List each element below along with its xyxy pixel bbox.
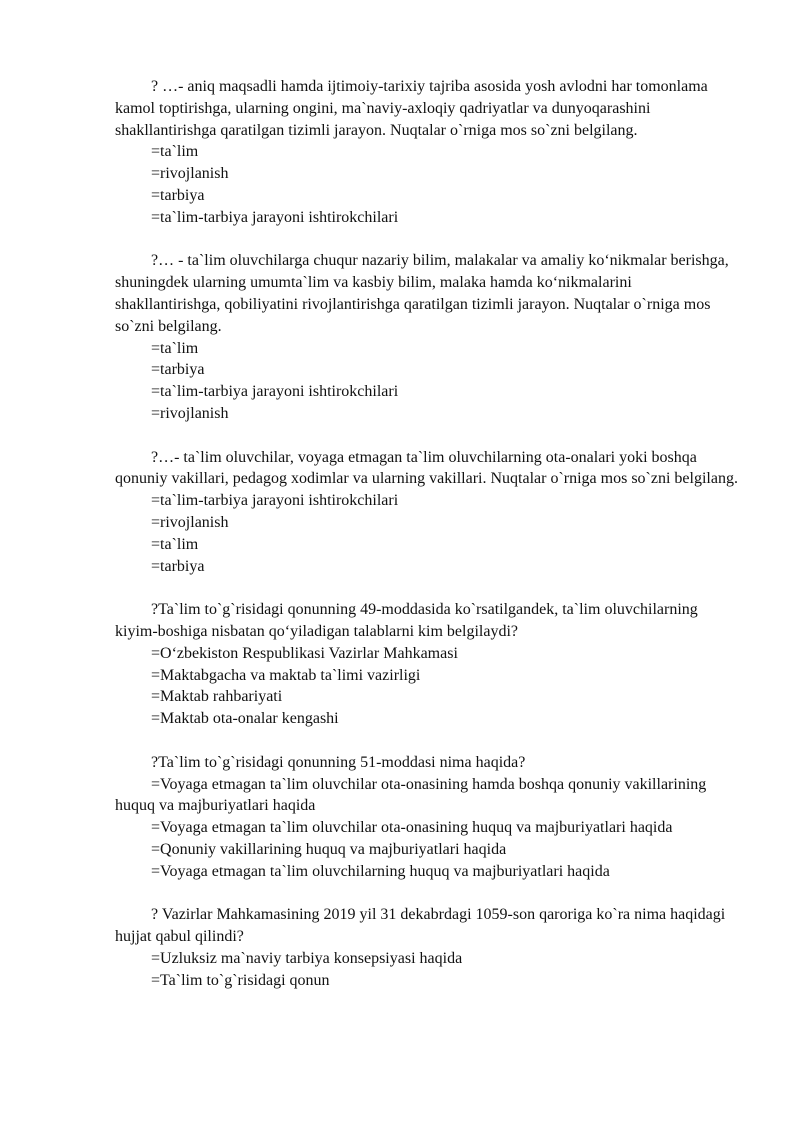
answer-option: =Maktab ota-onalar kengashi (151, 710, 339, 728)
answer-option: =ta`lim-tarbiya jarayoni ishtirokchilari (151, 492, 399, 510)
answer-option: =ta`lim (151, 535, 199, 553)
question-block-3 (115, 447, 740, 578)
answer-option: =ta`lim-tarbiya jarayoni ishtirokchilari (151, 208, 399, 226)
question-text: ?… - ta`lim oluvchilarga chuqur nazariy bilim, malakalar va amaliy ko‘nikmalar berishga, shuningdek ularning umumta`lim va kasbiy bilim, malaka hamda ko‘nikmalarini shakllantirishga, qobiliyatini rivojlantirishga qaratilgan tizimli jarayon. Nuqtalar o`rniga mos so`zni belgilang. (115, 252, 729, 335)
question-block-2 (115, 250, 740, 424)
answer-option: =ta`lim-tarbiya jarayoni ishtirokchilari (151, 383, 399, 401)
answer-list (115, 338, 740, 425)
answer-option: =ta`lim (151, 143, 199, 161)
answer-option: =tarbiya (151, 557, 205, 575)
answer-option: =Qonuniy vakillarining huquq va majburiyatlari haqida (151, 840, 507, 858)
question-block-4 (115, 599, 740, 730)
answer-option: =Voyaga etmagan ta`lim oluvchilarning huquq va majburiyatlari haqida (151, 862, 610, 880)
answer-list (115, 948, 740, 992)
document-page (115, 76, 740, 1013)
answer-option: =tarbiya (151, 186, 205, 204)
question-block-6 (115, 904, 740, 991)
question-block-1 (115, 76, 740, 229)
question-text: ?Ta`lim to`g`risidagi qonunning 51-moddasi nima haqida? (151, 753, 526, 771)
answer-option: =O‘zbekiston Respublikasi Vazirlar Mahkamasi (151, 644, 458, 662)
answer-option: =rivojlanish (151, 165, 229, 183)
answer-option: =ta`lim (151, 339, 199, 357)
answer-option: =Voyaga etmagan ta`lim oluvchilar ota-onasining hamda boshqa qonuniy vakillarining huquq va majburiyatlari haqida (115, 775, 707, 815)
question-text: ?Ta`lim to`g`risidagi qonunning 49-moddasida ko`rsatilgandek, ta`lim oluvchilarning kiyim-boshiga nisbatan qo‘yiladigan talablarni kim belgilaydi? (115, 601, 698, 640)
answer-option: =Uzluksiz ma`naviy tarbiya konsepsiyasi haqida (151, 949, 463, 967)
answer-list (115, 141, 740, 228)
answer-option: =Ta`lim to`g`risidagi qonun (151, 971, 330, 989)
answer-option: =Maktab rahbariyati (151, 688, 283, 706)
answer-option: =Maktabgacha va maktab ta`limi vazirligi (151, 666, 421, 684)
answer-list (115, 643, 740, 730)
answer-option: =rivojlanish (151, 513, 229, 531)
question-text: ? Vazirlar Mahkamasining 2019 yil 31 dekabrdagi 1059-son qaroriga ko`ra nima haqidagi hujjat qabul qilindi? (115, 906, 726, 946)
answer-option: =rivojlanish (151, 404, 229, 422)
question-text: ? …- aniq maqsadli hamda ijtimoiy-tarixiy tajriba asosida yosh avlodni har tomonlama kamol toptirishga, ularning ongini, ma`naviy-axloqiy qadriyatlar va dunyoqarashini shakllantirishga qaratilgan tizimli jarayon. Nuqtalar o`rniga mos so`zni belgilang. (115, 78, 708, 139)
answer-list (115, 490, 740, 577)
answer-option: =Voyaga etmagan ta`lim oluvchilar ota-onasining huquq va majburiyatlari haqida (151, 819, 673, 837)
question-text: ?…- ta`lim oluvchilar, voyaga etmagan ta`lim oluvchilarning ota-onalari yoki boshqa qonuniy vakillari, pedagog xodimlar va ularning vakillari. Nuqtalar o`rniga mos so`zni belgilang. (115, 448, 738, 488)
question-block-5 (115, 752, 740, 883)
answer-list (115, 774, 740, 883)
answer-option: =tarbiya (151, 361, 205, 379)
